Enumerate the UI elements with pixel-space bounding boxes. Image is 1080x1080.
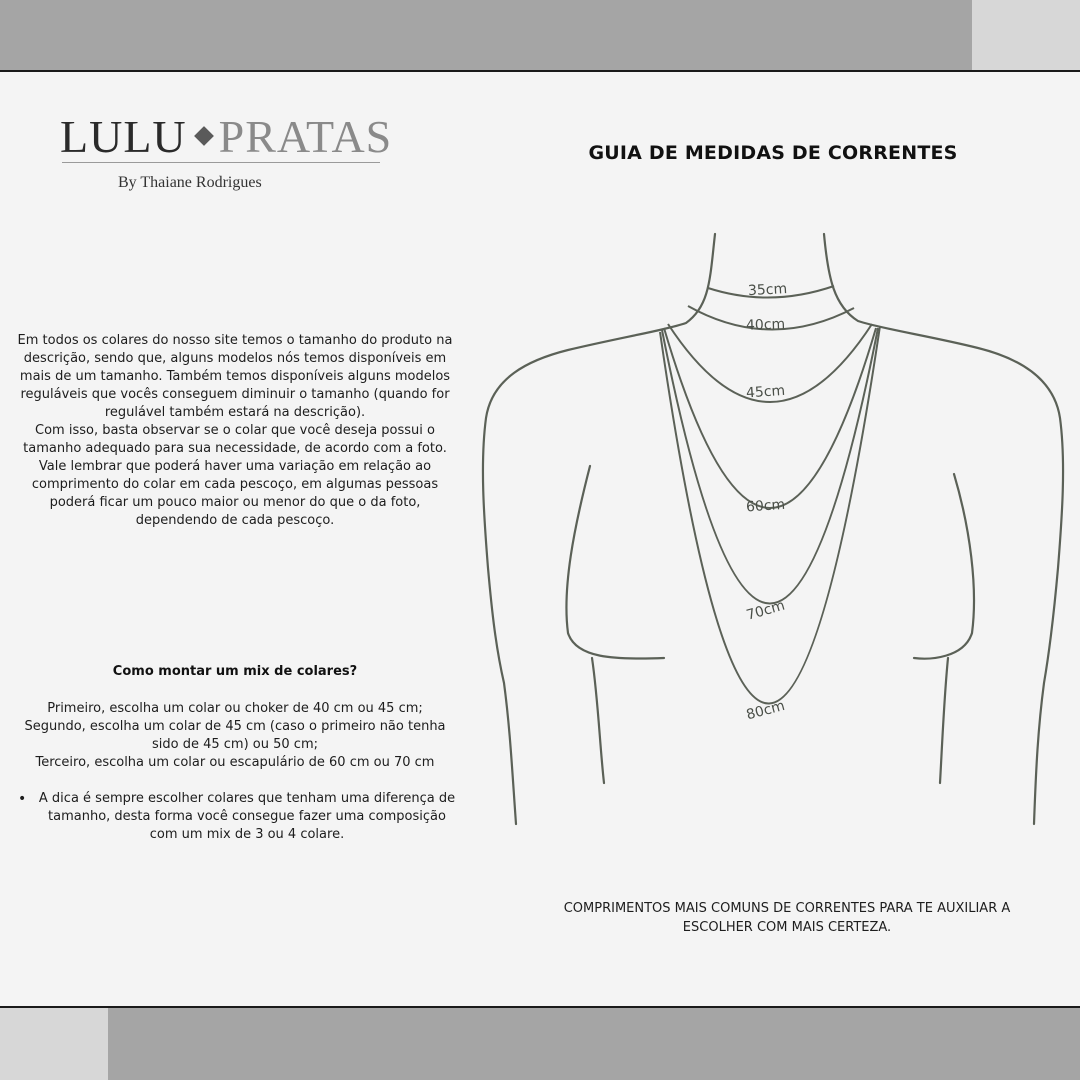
right-breast-line	[914, 474, 974, 659]
mix-step-2: Segundo, escolha um colar de 45 cm (caso o primeiro não tenha sido de 45 cm) ou 50 cm;	[24, 719, 446, 752]
mix-step-1: Primeiro, escolha um colar ou choker de 40 cm ou 45 cm;	[47, 701, 423, 716]
diagram-caption: COMPRIMENTOS MAIS COMUNS DE CORRENTES PARA TE AUXILIAR A ESCOLHER COM MAIS CERTEZA.	[563, 901, 1011, 935]
diamond-icon	[194, 127, 214, 147]
intro-text	[14, 332, 456, 530]
intro-paragraph-1: Em todos os colares do nosso site temos o tamanho do produto na descrição, sendo que, alguns modelos nós temos disponíveis em mais de um tamanho. Também temos disponíveis alguns modelos reguláveis que vocês conseguem diminuir o tamanho (quando for regulável também estará na descrição).	[17, 333, 453, 420]
necklace-80cm	[660, 326, 880, 704]
logo-divider	[62, 162, 380, 163]
necklace-60cm	[664, 328, 876, 508]
necklace-lines	[660, 286, 880, 704]
left-breast-line	[566, 466, 664, 659]
intro-paragraph-2: Com isso, basta observar se o colar que você deseja possui o tamanho adequado para sua necessidade, de acordo com a foto.	[23, 423, 447, 456]
left-armpit-line	[592, 658, 604, 783]
length-label-45: 45cm	[745, 382, 786, 402]
length-label-60: 60cm	[745, 496, 786, 516]
brand-name-part2: PRATAS	[218, 111, 393, 162]
mix-heading: Como montar um mix de colares?	[112, 664, 358, 679]
brand-tagline: By Thaiane Rodrigues	[118, 174, 262, 191]
top-band-accent	[972, 0, 1080, 70]
brand-name-part1: LULU	[60, 111, 187, 162]
necklace-length-diagram	[478, 228, 1068, 828]
right-armpit-line	[940, 658, 948, 783]
tip-text: A dica é sempre escolher colares que tenham uma diferença de tamanho, desta forma você consegue fazer uma composição com um mix de 3 ou 4 colare.	[38, 791, 456, 842]
length-labels	[745, 281, 788, 723]
length-label-35: 35cm	[747, 281, 788, 300]
mix-step-3: Terceiro, escolha um colar ou escapulário de 60 cm ou 70 cm	[35, 755, 435, 770]
bottom-band	[0, 1006, 1080, 1080]
tip-list-item	[14, 790, 456, 844]
length-label-40: 40cm	[745, 316, 786, 334]
necklace-70cm	[662, 328, 878, 604]
brand-name	[60, 110, 393, 164]
bottom-band-accent	[0, 1008, 108, 1080]
intro-paragraph-3: Vale lembrar que poderá haver uma variação em relação ao comprimento do colar em cada pescoço, em algumas pessoas poderá ficar um pouco maior ou menor do que o da foto, dependendo de cada pescoço.	[31, 459, 439, 528]
brand-logo	[60, 110, 393, 200]
length-label-70: 70cm	[744, 597, 787, 624]
page-title: GUIA DE MEDIDAS DE CORRENTES	[588, 142, 958, 164]
bullet-icon: •	[18, 791, 27, 807]
length-label-80: 80cm	[744, 697, 787, 724]
top-band	[0, 0, 1080, 72]
mix-steps	[14, 700, 456, 772]
